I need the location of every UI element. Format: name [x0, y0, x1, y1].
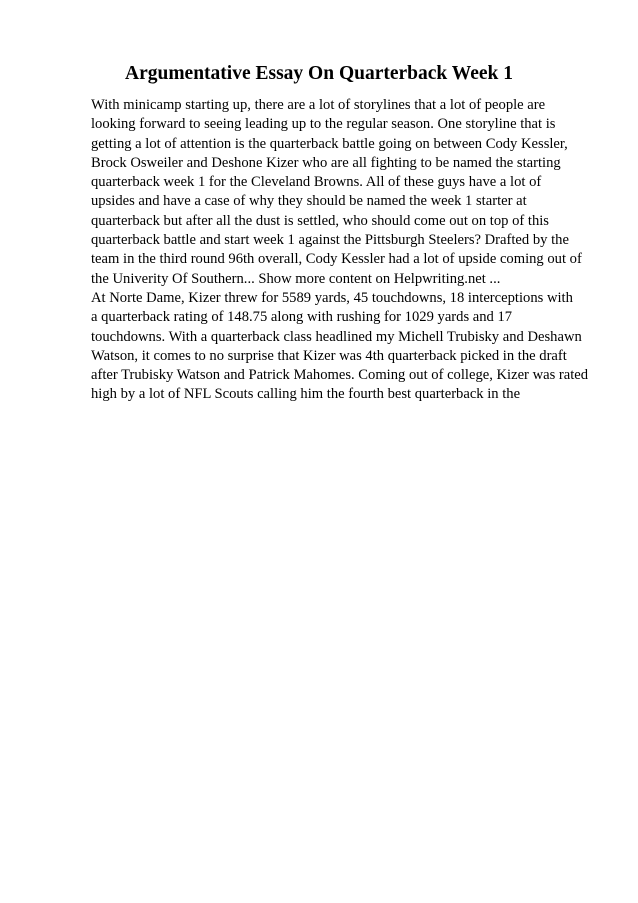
body-line: Brock Osweiler and Deshone Kizer who are all fighting to be named the starting — [91, 154, 561, 171]
document-title: Argumentative Essay On Quarterback Week 1 — [124, 63, 513, 84]
body-line: touchdowns. With a quarterback class headlined my Michell Trubisky and Deshawn — [91, 328, 582, 345]
body-line: the Univerity Of Southern... Show more content on Helpwriting.net ... — [91, 270, 501, 287]
body-line: quarterback but after all the dust is settled, who should come out on top of this — [91, 212, 549, 229]
body-line: upsides and have a case of why they should be named the week 1 starter at — [91, 193, 527, 210]
body-line: team in the third round 96th overall, Cody Kessler had a lot of upside coming out of — [91, 251, 582, 268]
body-line: getting a lot of attention is the quarterback battle going on between Cody Kessler, — [91, 135, 568, 152]
body-line: after Trubisky Watson and Patrick Mahomes. Coming out of college, Kizer was rated — [91, 367, 589, 384]
body-line: At Norte Dame, Kizer threw for 5589 yards, 45 touchdowns, 18 interceptions with — [91, 289, 573, 306]
body-line: looking forward to seeing leading up to the regular season. One storyline that is — [91, 116, 556, 133]
body-line: Watson, it comes to no surprise that Kizer was 4th quarterback picked in the draft — [91, 347, 567, 364]
document-body — [91, 96, 611, 405]
body-line: high by a lot of NFL Scouts calling him the fourth best quarterback in the — [91, 386, 521, 403]
body-line: quarterback week 1 for the Cleveland Browns. All of these guys have a lot of — [91, 174, 542, 191]
body-line: a quarterback rating of 148.75 along with rushing for 1029 yards and 17 — [91, 309, 513, 326]
body-line: quarterback battle and start week 1 against the Pittsburgh Steelers? Drafted by the — [91, 232, 569, 249]
body-line: With minicamp starting up, there are a lot of storylines that a lot of people are — [91, 97, 546, 113]
